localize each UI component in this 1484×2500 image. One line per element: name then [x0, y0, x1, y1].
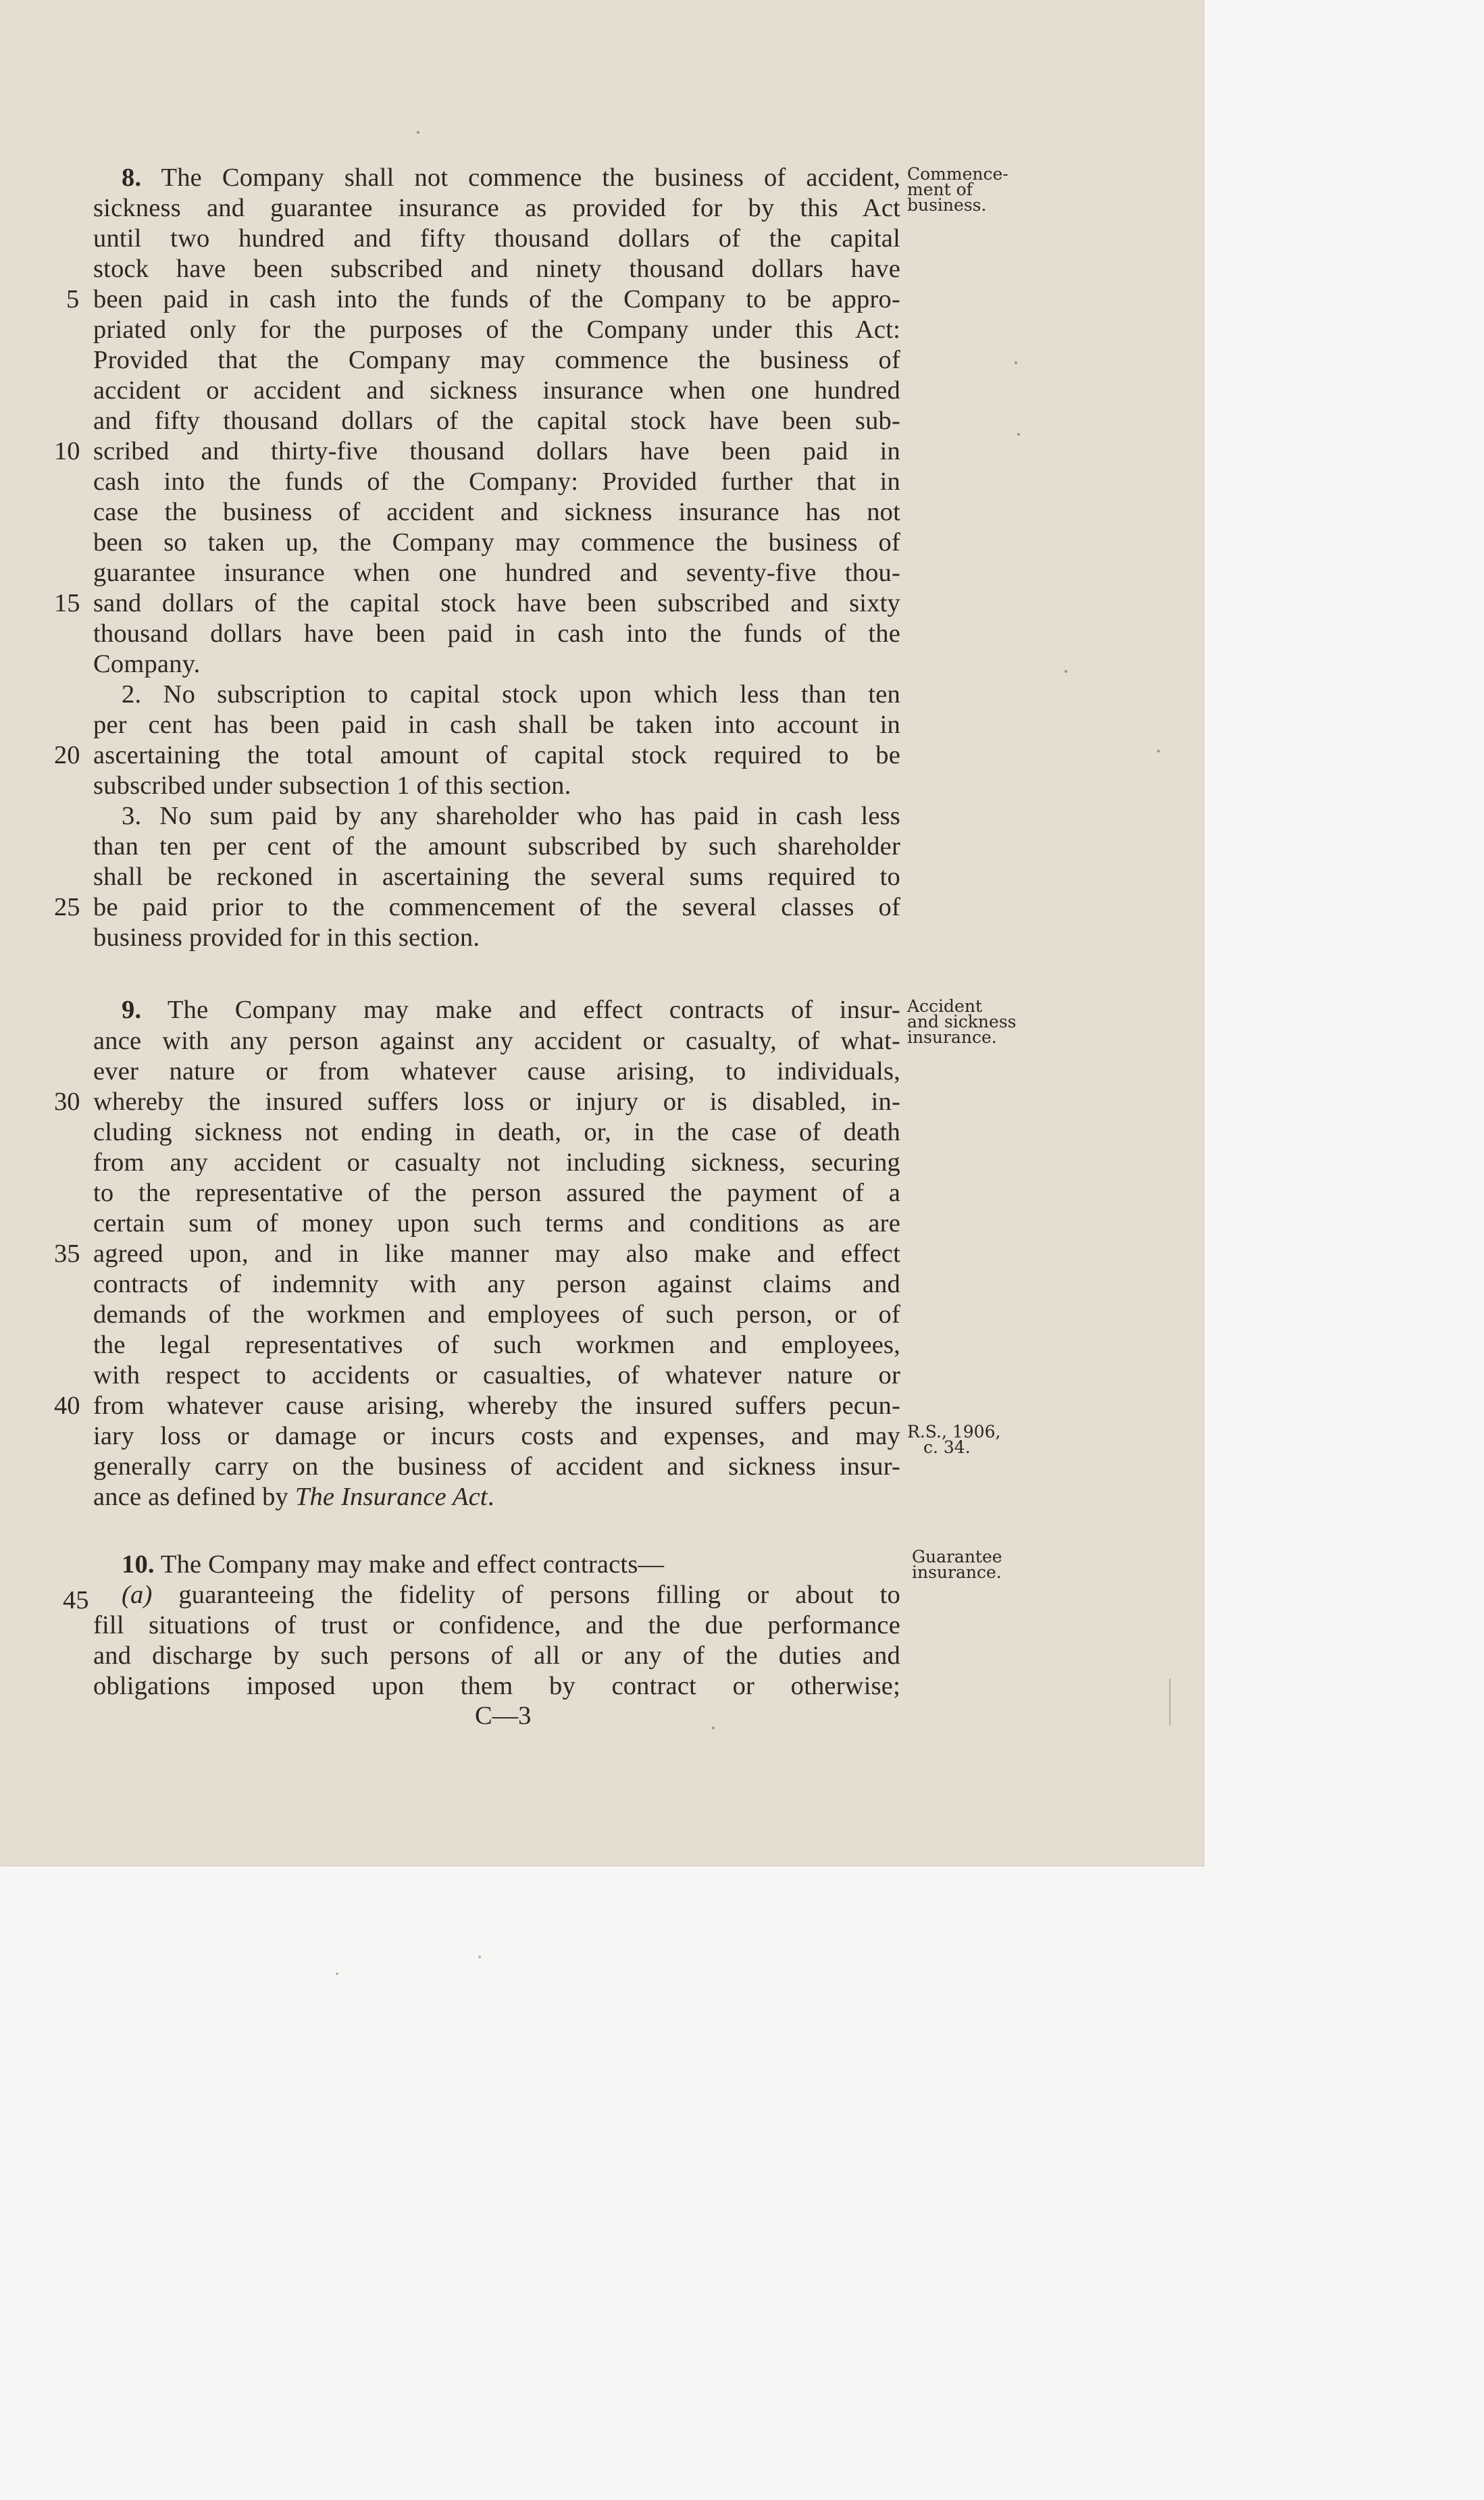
section-8-line: Company. — [93, 650, 201, 678]
section-10-line: (a) guaranteeing the fidelity of persons filling or about to — [122, 1581, 900, 1609]
paper-speck — [1015, 361, 1017, 364]
section-8-line: and fifty thousand dollars of the capital stock have been sub- — [93, 407, 900, 435]
section-8-line: priated only for the purposes of the Company under this Act: — [93, 315, 900, 344]
section-8-line: scribed and thirty-five thousand dollars have been paid in — [93, 437, 900, 465]
section-9-line: generally carry on the business of accident and sickness insur- — [93, 1452, 900, 1481]
section-8-line: 8. The Company shall not commence the business of accident, — [122, 163, 900, 192]
section-8-line: sickness and guarantee insurance as provided for by this Act — [93, 194, 900, 222]
margin-note-guarantee: Guarantee insurance. — [912, 1547, 1002, 1582]
line-number: 45 — [63, 1586, 89, 1614]
paper-speck — [1017, 433, 1020, 436]
section-9-line: 9. The Company may make and effect contracts of insur- — [122, 996, 900, 1024]
section-9-line: whereby the insured suffers loss or injury or is disabled, in- — [93, 1088, 900, 1116]
section-9-line: agreed upon, and in like manner may also make and effect — [93, 1240, 900, 1268]
paper-speck — [1157, 750, 1160, 752]
section-8-line: Provided that the Company may commence the business of — [93, 346, 900, 374]
paper-speck — [1065, 670, 1067, 673]
section-9-line: from whatever cause arising, whereby the insured suffers pecun- — [93, 1392, 900, 1420]
subsection-2-line: 2. No subscription to capital stock upon which less than ten — [122, 680, 900, 709]
section-8-line: stock have been subscribed and ninety thousand dollars have — [93, 255, 900, 283]
section-9-line: iary loss or damage or incurs costs and expenses, and may — [93, 1422, 900, 1450]
item-label: (a) — [122, 1581, 153, 1609]
paper-edge-mark — [1169, 1679, 1171, 1726]
section-number: 8. — [122, 163, 142, 192]
margin-note-commencement: Commence- ment of business. — [907, 164, 1008, 215]
section-9-line: from any accident or casualty not including sickness, securing — [93, 1148, 900, 1177]
section-8-line: until two hundred and fifty thousand dollars of the capital — [93, 224, 900, 253]
section-10-line: fill situations of trust or confidence, and the due performance — [93, 1611, 900, 1639]
section-8-line: per cent has been paid in cash shall be taken into account in — [93, 711, 900, 739]
section-9-line: ever nature or from whatever cause arising, to individuals, — [93, 1057, 900, 1086]
section-8-line: ascertaining the total amount of capital stock required to be — [93, 741, 900, 769]
line-number: 25 — [54, 893, 80, 921]
section-8-line: guarantee insurance when one hundred and seventy-five thou- — [93, 559, 900, 587]
section-8-line: cash into the funds of the Company: Provided further that in — [93, 467, 900, 496]
section-8-line: accident or accident and sickness insurance when one hundred — [93, 376, 900, 405]
subsection-3-line: 3. No sum paid by any shareholder who has paid in cash less — [122, 802, 900, 830]
section-9-line: cluding sickness not ending in death, or, in the case of death — [93, 1118, 900, 1146]
section-8-line: been paid in cash into the funds of the Company to be appro- — [93, 285, 900, 313]
section-9-line: with respect to accidents or casualties, of whatever nature or — [93, 1361, 900, 1389]
background-speck — [336, 1972, 338, 1975]
section-10-line: 10. The Company may make and effect contracts— — [122, 1550, 665, 1579]
line-number: 5 — [66, 285, 80, 313]
section-10-line: and discharge by such persons of all or any of the duties and — [93, 1641, 900, 1670]
section-9-line: to the representative of the person assured the payment of a — [93, 1179, 900, 1207]
act-title: The Insurance Act — [295, 1483, 488, 1511]
line-number: 20 — [54, 741, 80, 769]
section-8-line: been so taken up, the Company may commence the business of — [93, 528, 900, 557]
section-9-line: demands of the workmen and employees of such person, or of — [93, 1300, 900, 1329]
section-9-line: ance with any person against any accident or casualty, of what- — [93, 1027, 900, 1055]
section-9-line: certain sum of money upon such terms and conditions as are — [93, 1209, 900, 1238]
line-number: 10 — [54, 437, 80, 465]
margin-note-statute-reference: R.S., 1906, c. 34. — [907, 1422, 1001, 1457]
section-8-line: subscribed under subsection 1 of this section. — [93, 771, 571, 800]
section-8-line: case the business of accident and sickness insurance has not — [93, 498, 900, 526]
margin-note-accident-sickness: Accident and sickness insurance. — [907, 996, 1017, 1047]
section-8-line: than ten per cent of the amount subscribed by such shareholder — [93, 832, 900, 861]
line-number: 15 — [54, 589, 80, 617]
section-8-line: be paid prior to the commencement of the several classes of — [93, 893, 900, 921]
section-8-line: sand dollars of the capital stock have been subscribed and sixty — [93, 589, 900, 617]
line-number: 40 — [54, 1392, 80, 1420]
section-9-line: the legal representatives of such workmen and employees, — [93, 1331, 900, 1359]
section-8-line: shall be reckoned in ascertaining the several sums required to — [93, 863, 900, 891]
section-9-line: ance as defined by The Insurance Act. — [93, 1483, 494, 1511]
section-10-line: obligations imposed upon them by contract or otherwise; — [93, 1672, 900, 1700]
background-speck — [478, 1956, 481, 1958]
line-number: 30 — [54, 1088, 80, 1116]
line-number: 35 — [54, 1240, 80, 1268]
section-number: 10. — [122, 1550, 155, 1579]
section-number: 9. — [122, 996, 142, 1024]
paper-speck — [712, 1727, 715, 1729]
paper-speck — [417, 131, 419, 134]
section-8-line: business provided for in this section. — [93, 923, 480, 952]
page-signature: C—3 — [475, 1702, 532, 1730]
section-9-line: contracts of indemnity with any person against claims and — [93, 1270, 900, 1298]
section-8-line: thousand dollars have been paid in cash into the funds of the — [93, 619, 900, 648]
